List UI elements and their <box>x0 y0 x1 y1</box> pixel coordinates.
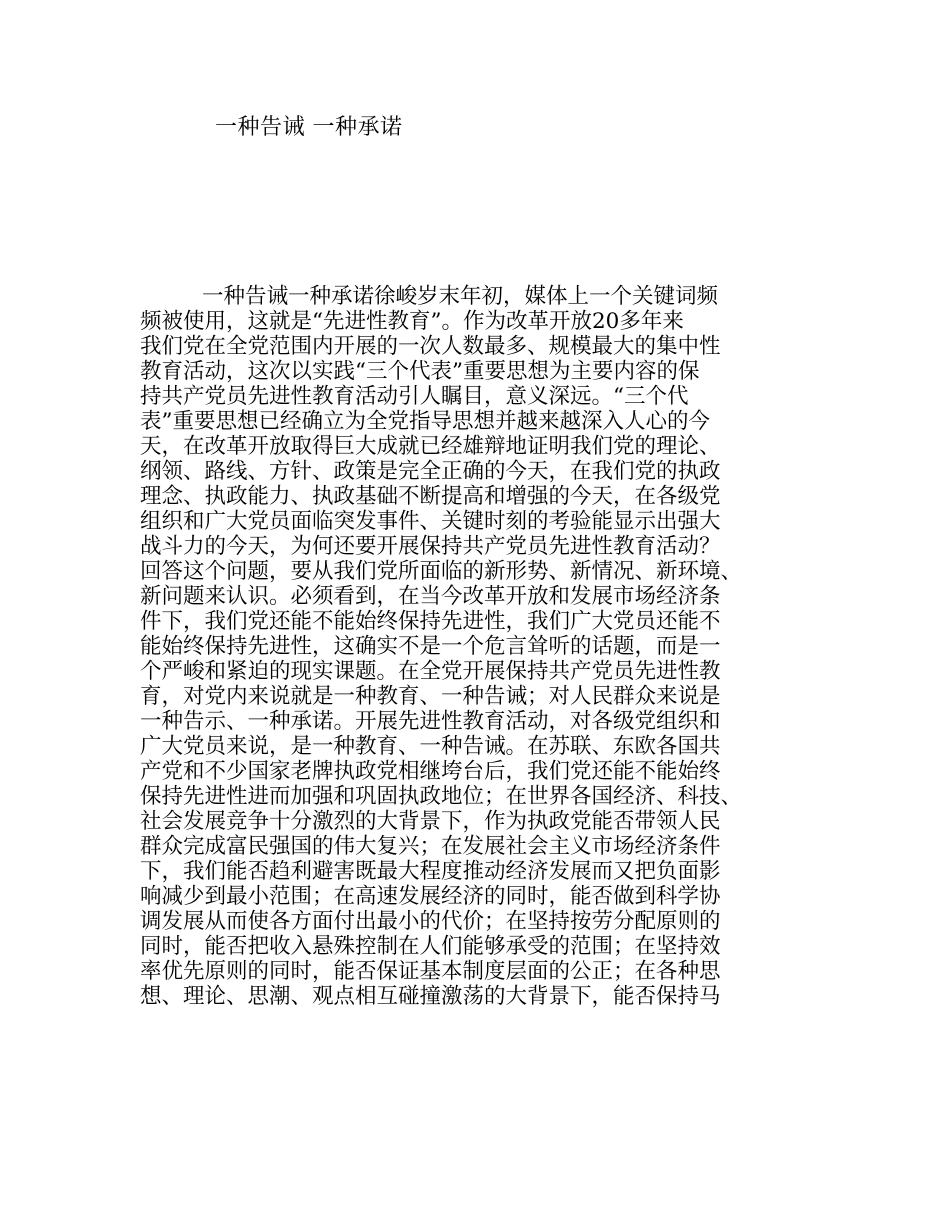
body-line: 表”重要思想已经确立为全党指导思想并越来越深入人心的今 <box>140 409 710 434</box>
body-line: 新问题来认识。必须看到，在当今改革开放和发展市场经济条 <box>140 584 721 609</box>
body-line: 组织和广大党员面临突发事件、关键时刻的考验能显示出强大 <box>140 509 721 534</box>
document-title: 一种告诫 一种承诺 <box>215 115 403 140</box>
body-line: 育，对党内来说就是一种教育、一种告诫；对人民群众来说是 <box>140 684 721 709</box>
body-line: 同时，能否把收入悬殊控制在人们能够承受的范围；在坚持效 <box>140 934 721 959</box>
body-line: 广大党员来说，是一种教育、一种告诫。在苏联、东欧各国共 <box>140 734 721 759</box>
body-line: 下，我们能否趋利避害既最大程度推动经济发展而又把负面影 <box>140 859 721 884</box>
body-line: 教育活动，这次以实践“三个代表”重要思想为主要内容的保 <box>140 359 700 384</box>
body-line: 纲领、路线、方针、政策是完全正确的今天，在我们党的执政 <box>140 459 721 484</box>
body-line: 群众完成富民强国的伟大复兴；在发展社会主义市场经济条件 <box>140 834 721 859</box>
body-line: 率优先原则的同时，能否保证基本制度层面的公正；在各种思 <box>140 959 721 984</box>
body-line: 战斗力的今天，为何还要开展保持共产党员先进性教育活动？ <box>140 534 721 559</box>
body-line: 产党和不少国家老牌执政党相继垮台后，我们党还能不能始终 <box>140 759 721 784</box>
body-line: 一种告示、一种承诺。开展先进性教育活动，对各级党组织和 <box>140 709 721 734</box>
body-line: 回答这个问题，要从我们党所面临的新形势、新情况、新环境、 <box>140 559 743 584</box>
body-line: 一种告诫一种承诺徐峻岁末年初，媒体上一个关键词频 <box>202 284 719 309</box>
body-line: 调发展从而使各方面付出最小的代价；在坚持按劳分配原则的 <box>140 909 721 934</box>
body-line: 个严峻和紧迫的现实课题。在全党开展保持共产党员先进性教 <box>140 659 721 684</box>
body-line: 保持先进性进而加强和巩固执政地位；在世界各国经济、科技、 <box>140 784 743 809</box>
body-line: 频被使用，这就是“先进性教育”。作为改革开放20多年来 <box>140 309 684 334</box>
body-line: 理念、执政能力、执政基础不断提高和增强的今天，在各级党 <box>140 484 721 509</box>
body-line: 持共产党员先进性教育活动引人瞩目，意义深远。“三个代 <box>140 384 689 409</box>
body-line: 想、理论、思潮、观点相互碰撞激荡的大背景下，能否保持马 <box>140 984 721 1009</box>
body-line: 我们党在全党范围内开展的一次人数最多、规模最大的集中性 <box>140 334 721 359</box>
body-line: 天，在改革开放取得巨大成就已经雄辩地证明我们党的理论、 <box>140 434 721 459</box>
document-body <box>140 284 830 1009</box>
body-line: 能始终保持先进性，这确实不是一个危言耸听的话题，而是一 <box>140 634 721 659</box>
body-line: 件下，我们党还能不能始终保持先进性，我们广大党员还能不 <box>140 609 721 634</box>
body-line: 响减少到最小范围；在高速发展经济的同时，能否做到科学协 <box>140 884 721 909</box>
body-line: 社会发展竞争十分激烈的大背景下，作为执政党能否带领人民 <box>140 809 721 834</box>
